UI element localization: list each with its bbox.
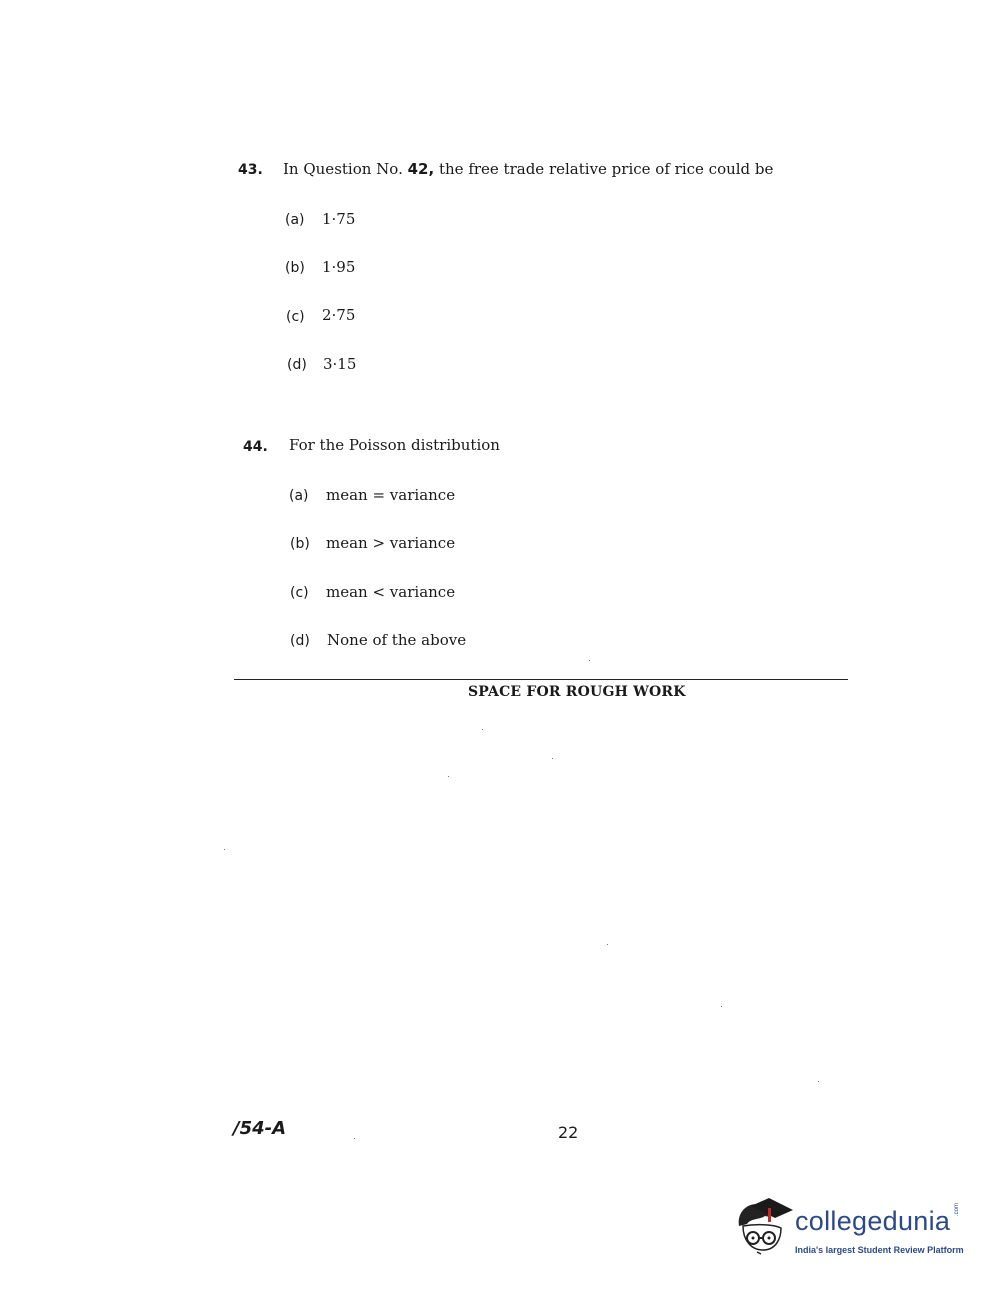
question-number: 43. [238, 162, 263, 178]
option-text: 3·15 [323, 355, 357, 373]
question-text [283, 160, 773, 178]
scan-speck [354, 1138, 355, 1139]
scan-speck [224, 849, 225, 850]
scan-speck [607, 944, 608, 945]
question-text-pre: In Question No. [283, 160, 403, 178]
scan-speck [552, 758, 553, 759]
option-label: (c) [290, 585, 309, 601]
rough-work-heading: SPACE FOR ROUGH WORK [468, 684, 686, 700]
option-text: mean < variance [326, 583, 456, 601]
page-number: 22 [558, 1123, 579, 1142]
option-text: 1·75 [322, 210, 356, 228]
divider-line [234, 679, 848, 680]
option-label: (a) [289, 488, 309, 504]
option-text: mean > variance [326, 534, 456, 552]
scan-speck [448, 776, 449, 777]
option-label: (a) [285, 212, 305, 228]
question-ref: 42, [407, 160, 435, 178]
question-number: 44. [243, 439, 268, 455]
scan-speck [482, 729, 483, 730]
scan-speck [589, 660, 590, 661]
scan-speck [818, 1081, 819, 1082]
option-label: (c) [286, 309, 305, 325]
question-text: For the Poisson distribution [289, 436, 500, 454]
option-text: 2·75 [322, 306, 356, 324]
brand-suffix: .com [954, 1202, 960, 1216]
option-text: mean = variance [326, 486, 456, 504]
question-text-post: the free trade relative price of rice could be [438, 160, 774, 178]
option-text: 1·95 [322, 258, 356, 276]
brand-name: collegedunia [795, 1206, 951, 1236]
collegedunia-watermark [735, 1196, 965, 1266]
option-label: (d) [290, 633, 310, 649]
option-label: (d) [287, 357, 307, 373]
brand-tagline: India's largest Student Review Platform [795, 1245, 964, 1255]
paper-code: /54-A [233, 1118, 287, 1139]
mascot-logo-icon [735, 1196, 797, 1258]
option-label: (b) [290, 536, 310, 552]
option-label: (b) [285, 260, 305, 276]
scan-speck [721, 1006, 722, 1007]
option-text: None of the above [327, 631, 467, 649]
